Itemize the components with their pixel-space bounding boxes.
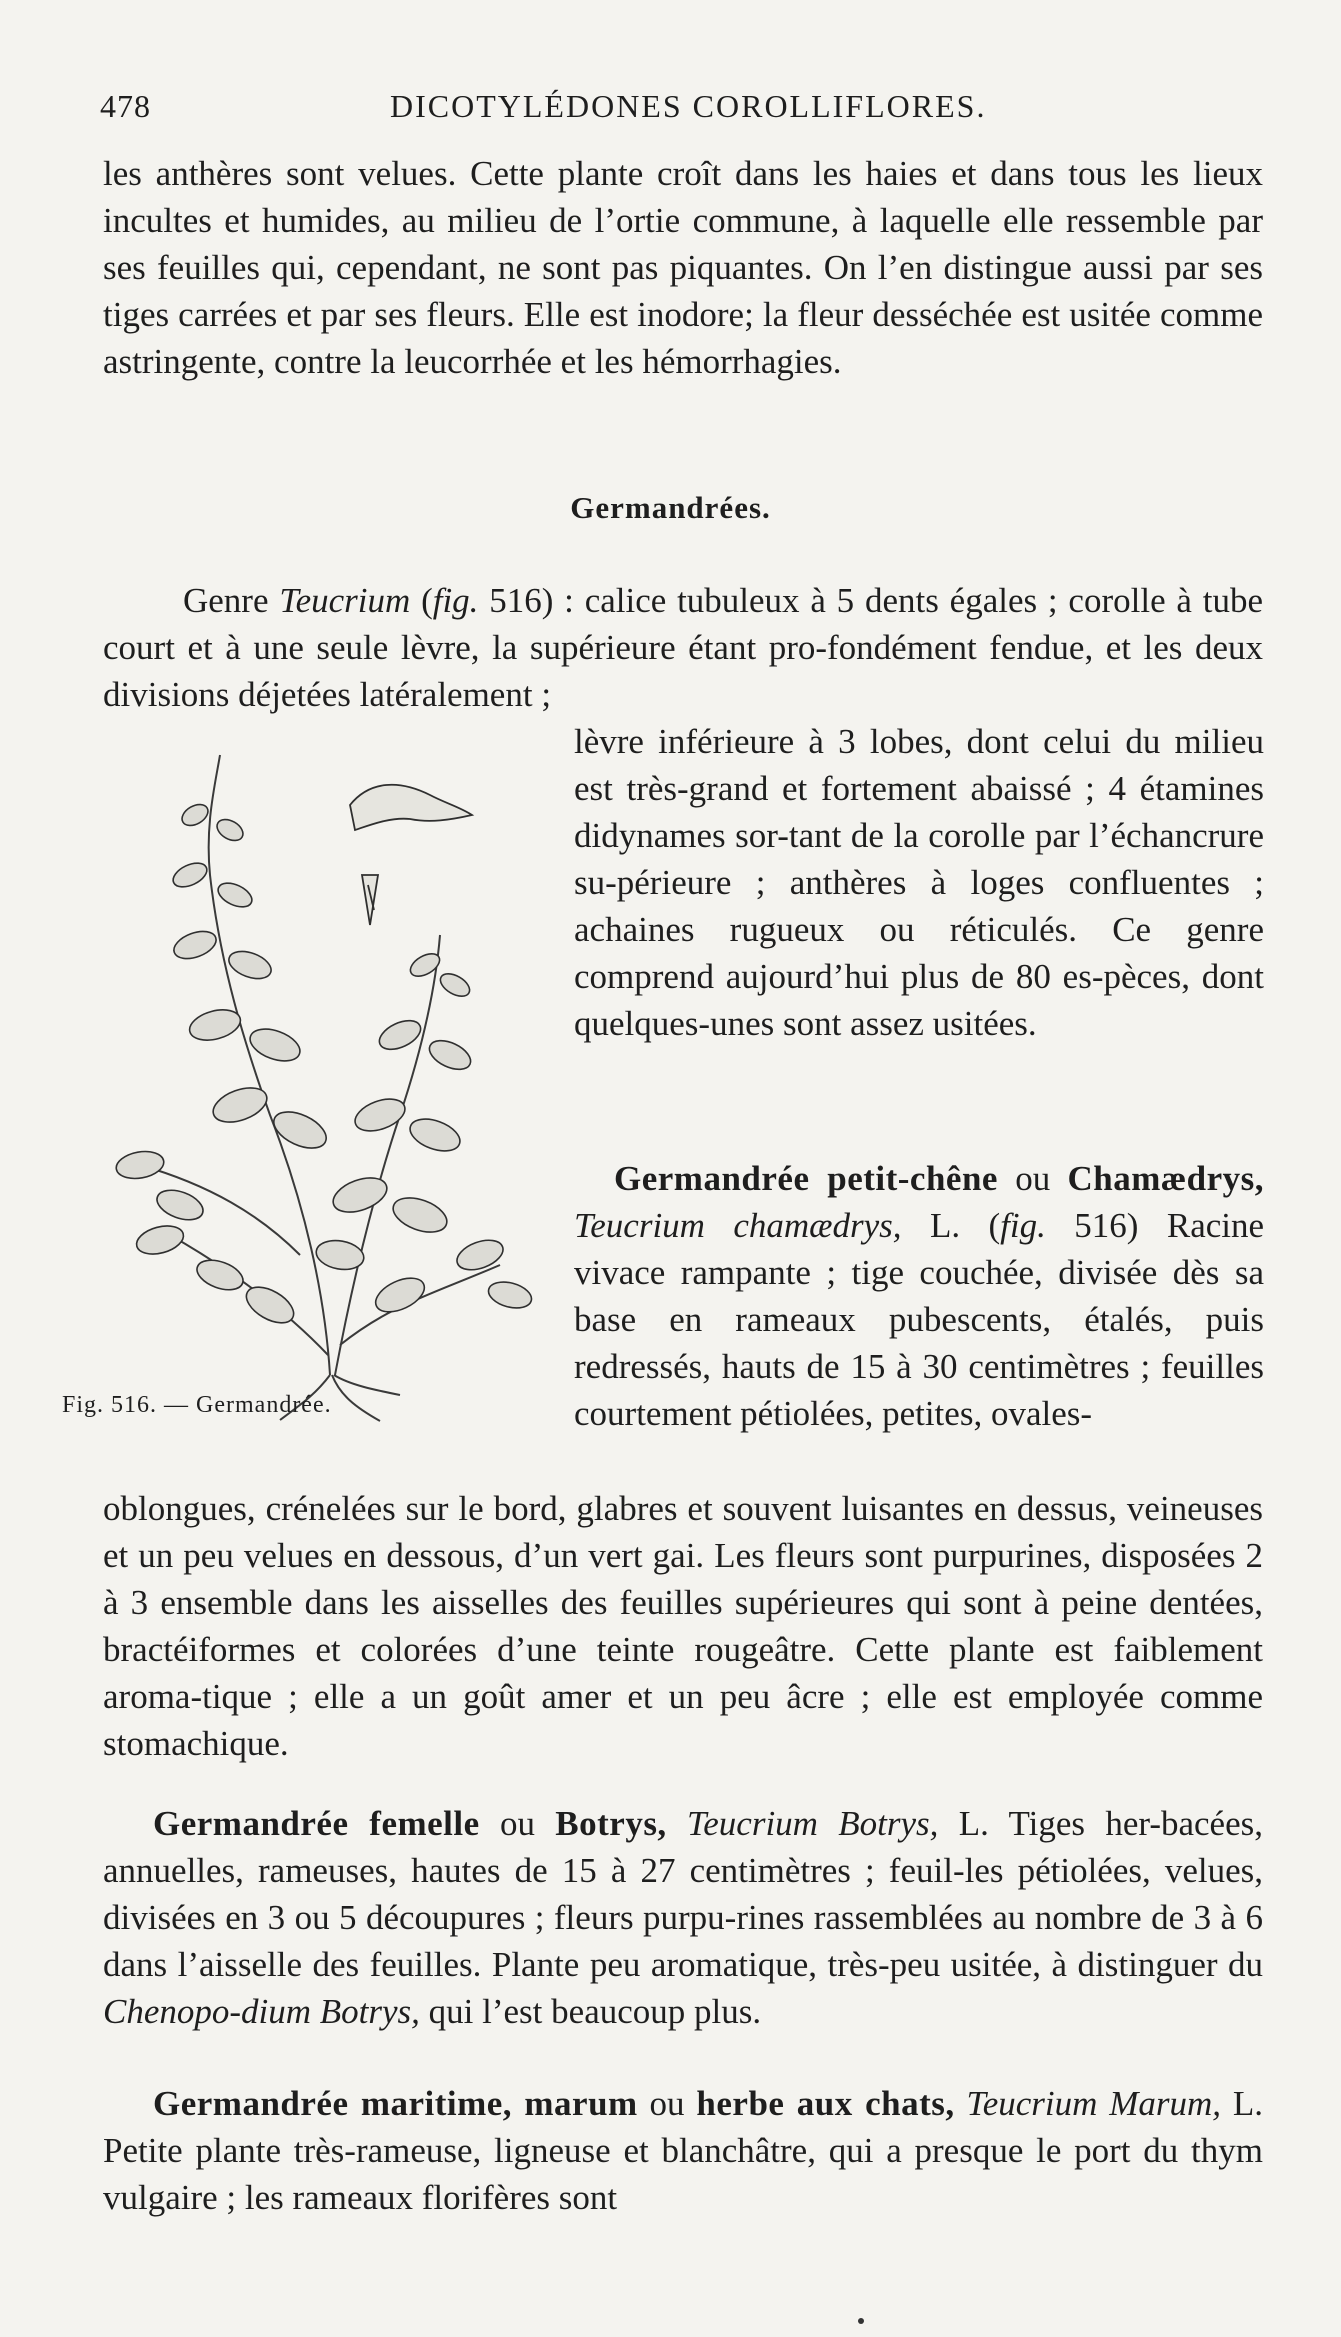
marum-alt-name: herbe aux chats, — [696, 2084, 955, 2123]
chamaedrys-taxon: Teucrium chamædrys, — [574, 1206, 902, 1245]
chamaedrys-alt-name: Chamædrys, — [1067, 1159, 1264, 1198]
genre-fig-ref: fig. — [432, 581, 479, 620]
plant-illustration — [100, 735, 560, 1425]
genre-fig-open: ( — [410, 581, 433, 620]
botrys-or: ou — [479, 1804, 556, 1843]
marum-text: L. Petite plante très-rameuse, ligneuse et blanchâtre, qui a presque le port du thym vulgaire ; les rameaux florifères sont — [103, 2084, 1263, 2217]
genre-taxon: Teucrium — [279, 581, 411, 620]
page-mark — [858, 2318, 864, 2324]
running-title: DICOTYLÉDONES COROLLIFLORES. — [390, 88, 987, 124]
paragraph-ortie: les anthères sont velues. Cette plante croît dans les haies et dans tous les lieux incultes et humides, au milieu de l’ortie commune, à laquelle elle ressemble par ses feuilles qui, cependant, ne sont pas piquantes. On l’en distingue aussi par ses tiges carrées et par ses fleurs. Elle est inodore; la fleur desséchée est usitée comme astringente, contre la leucorrhée et les hémorrhagies. — [103, 154, 1263, 381]
botrys-alt-name: Botrys, — [555, 1804, 667, 1843]
chamaedrys-text-side: 516) Racine vivace rampante ; tige couchée, divisée dès sa base en rameaux pubescents, étalés, puis redressés, hauts de 15 à 30 centimètres ; feuilles courtement pétiolées, petites, ovales- — [574, 1206, 1265, 1433]
figure-caption: Fig. 516. — Germandrée. — [62, 1392, 332, 1418]
botrys-name: Germandrée femelle — [153, 1804, 480, 1843]
chamaedrys-fig-open: ( — [960, 1206, 1001, 1245]
paragraph-chamaedrys-side — [574, 1155, 1264, 1437]
teucrium-engraving — [100, 735, 560, 1425]
marum-taxon: Teucrium Marum, — [954, 2084, 1222, 2123]
marum-name: Germandrée maritime, marum — [153, 2084, 638, 2123]
genre-fig-num: 516) : calice tubuleux à 5 dents égales ; corolle à tube court et à une seule lèvre, la supérieure étant pro-fondément fendue, et les deux divisions déjetées latéralement ; — [103, 581, 1263, 714]
paragraph-genre-intro — [103, 577, 1263, 718]
marum-or: ou — [637, 2084, 697, 2123]
paragraph-chamaedrys-full: oblongues, crénelées sur le bord, glabres et souvent luisantes en dessus, veineuses et un peu velues en dessous, d’un vert gai. Les fleurs sont purpurines, disposées 2 à 3 ensemble dans les aisselles des feuilles supérieures qui sont à peine dentées, bractéiformes et colorées d’une teinte rougeâtre. Cette plante est faiblement aroma-tique ; elle a un goût amer et un peu âcre ; elle est employée comme stomachique. — [103, 1489, 1263, 1763]
botrys-text2: qui l’est beaucoup plus. — [419, 1992, 762, 2031]
botrys-taxon: Teucrium Botrys, — [666, 1804, 939, 1843]
botrys-taxon2: Chenopo-dium Botrys, — [103, 1992, 420, 2031]
paragraph-marum — [103, 2080, 1263, 2221]
chamaedrys-or: ou — [997, 1159, 1068, 1198]
paragraph-genre-continuation: lèvre inférieure à 3 lobes, dont celui du milieu est très-grand et fortement abaissé ; 4 étamines didynames sor-tant de la corolle par l’échancrure su-périeure ; anthères à loges confluentes ; achaines rugueux ou réticulés. Ce genre comprend aujourd’hui plus de 80 es-pèces, dont quelques-unes sont assez usitées. — [574, 722, 1264, 1043]
section-heading: Germandrées. — [570, 490, 771, 525]
chamaedrys-fig-ref: fig. — [1000, 1206, 1046, 1245]
botrys-text: L. Tiges her-bacées, annuelles, rameuses, hautes de 15 à 27 centimètres ; feuil-les pétiolées, velues, divisées en 3 ou 5 découpures ; fleurs purpu-rines rassemblées au nombre de 3 à 6 dans l’aisselle des feuilles. Plante peu aromatique, très-peu usitée, à distinguer du — [103, 1804, 1263, 1984]
chamaedrys-name: Germandrée petit-chêne — [614, 1159, 998, 1198]
genre-lead: Genre — [183, 581, 280, 620]
chamaedrys-author: L. — [901, 1206, 961, 1245]
paragraph-botrys — [103, 1800, 1263, 2035]
page-number: 478 — [100, 88, 151, 124]
